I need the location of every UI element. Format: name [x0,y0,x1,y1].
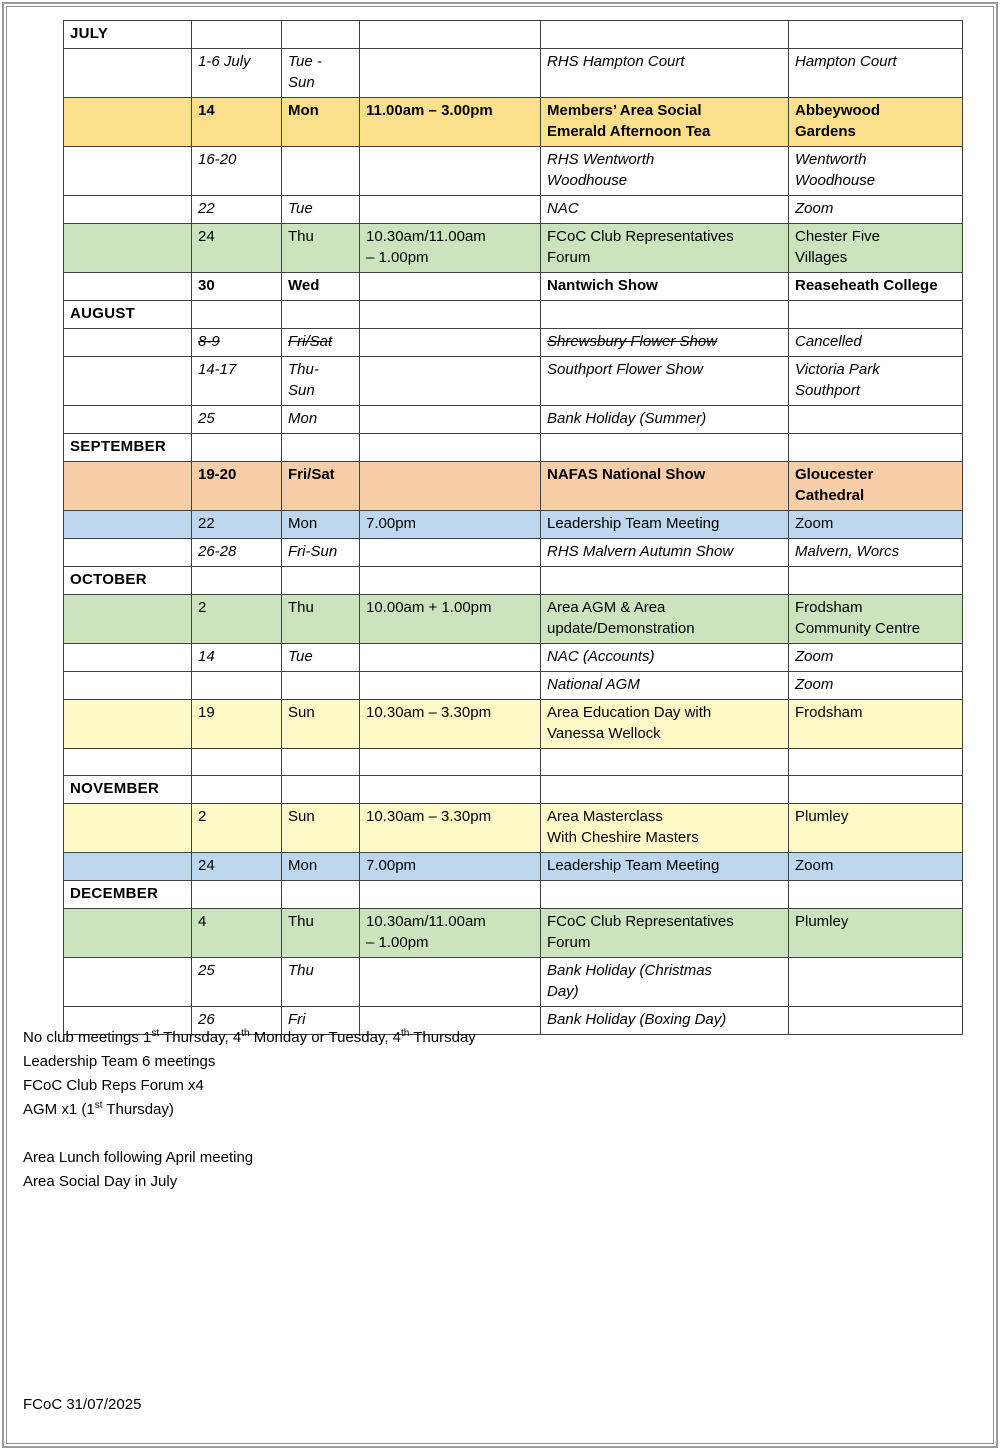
cell-date: 26-28 [192,539,282,567]
cell-day: Fri/Sat [282,329,360,357]
month-header-row [64,881,963,909]
empty-cell [789,881,963,909]
cell-date: 4 [192,909,282,958]
month-label: DECEMBER [64,881,192,909]
cell-day: Fri/Sat [282,462,360,511]
empty-cell [282,881,360,909]
cell-event: Members’ Area Social Emerald Afternoon Tea [541,98,789,147]
cell-event: RHS Malvern Autumn Show [541,539,789,567]
empty-cell [282,776,360,804]
empty-cell [192,776,282,804]
empty-cell [282,567,360,595]
cell-date: 19-20 [192,462,282,511]
month-spacer-cell [64,224,192,273]
cell-day [282,147,360,196]
note-line: Area Social Day in July [23,1173,178,1190]
empty-cell [541,434,789,462]
empty-cell [360,776,541,804]
event-row [64,224,963,273]
cell-day: Thu- Sun [282,357,360,406]
note-line: AGM x1 (1st Thursday) [23,1100,174,1118]
empty-cell [282,21,360,49]
month-spacer-cell [64,357,192,406]
cell-location: Reaseheath College [789,273,963,301]
empty-cell [789,21,963,49]
empty-cell [789,301,963,329]
cell-time [360,958,541,1007]
event-row [64,958,963,1007]
cell-day: Thu [282,224,360,273]
cell-time: 10.30am/11.00am – 1.00pm [360,224,541,273]
cell-time [360,49,541,98]
cell-time [360,462,541,511]
note-blank-line [23,1122,476,1146]
cell-event: Area Education Day with Vanessa Wellock [541,700,789,749]
empty-cell [541,776,789,804]
cell-time [360,147,541,196]
empty-cell [789,749,963,776]
cell-time [360,357,541,406]
cell-location [789,406,963,434]
month-header-row [64,301,963,329]
cell-date: 25 [192,406,282,434]
month-spacer-cell [64,644,192,672]
cell-event: Leadership Team Meeting [541,853,789,881]
event-row [64,644,963,672]
cell-day: Tue [282,644,360,672]
calendar-body [64,21,963,1035]
cell-day: Fri-Sun [282,539,360,567]
month-spacer-cell [64,196,192,224]
cell-date: 19 [192,700,282,749]
cell-location [789,958,963,1007]
cell-event: Nantwich Show [541,273,789,301]
cell-event: Bank Holiday (Christmas Day) [541,958,789,1007]
notes [23,1026,476,1194]
cell-event: FCoC Club Representatives Forum [541,224,789,273]
event-row [64,804,963,853]
cell-location: Zoom [789,853,963,881]
cell-location: Abbeywood Gardens [789,98,963,147]
cell-day: Mon [282,853,360,881]
cell-time [360,196,541,224]
cell-location: Victoria Park Southport [789,357,963,406]
event-row [64,462,963,511]
cell-time: 7.00pm [360,511,541,539]
event-row [64,98,963,147]
month-spacer-cell [64,462,192,511]
cell-date [192,672,282,700]
event-row [64,49,963,98]
month-spacer-cell [64,804,192,853]
cell-date: 14 [192,98,282,147]
empty-cell [541,21,789,49]
cell-location: Gloucester Cathedral [789,462,963,511]
cell-event: FCoC Club Representatives Forum [541,909,789,958]
cell-date: 25 [192,958,282,1007]
month-header-row [64,567,963,595]
month-spacer-cell [64,329,192,357]
cell-day: Wed [282,273,360,301]
cell-event: NAFAS National Show [541,462,789,511]
empty-cell [789,776,963,804]
month-header-row [64,776,963,804]
cell-location: Chester Five Villages [789,224,963,273]
event-row [64,196,963,224]
month-spacer-cell [64,49,192,98]
cell-event: RHS Hampton Court [541,49,789,98]
event-row [64,539,963,567]
cell-date: 1-6 July [192,49,282,98]
cell-location: Malvern, Worcs [789,539,963,567]
cell-day [282,672,360,700]
cell-day: Thu [282,958,360,1007]
month-label: NOVEMBER [64,776,192,804]
event-row [64,672,963,700]
cell-time [360,406,541,434]
event-row [64,357,963,406]
empty-cell [192,749,282,776]
cell-day: Mon [282,511,360,539]
empty-cell [789,567,963,595]
cell-day: Thu [282,909,360,958]
cell-location: Zoom [789,644,963,672]
cell-time [360,329,541,357]
cell-event: NAC (Accounts) [541,644,789,672]
cell-day: Fri [282,1007,360,1035]
cell-location [789,1007,963,1035]
cell-location: Hampton Court [789,49,963,98]
cell-time [360,672,541,700]
cell-location: Zoom [789,511,963,539]
empty-cell [192,301,282,329]
cell-time: 10.30am/11.00am – 1.00pm [360,909,541,958]
month-spacer-cell [64,98,192,147]
cell-date: 26 [192,1007,282,1035]
event-row [64,909,963,958]
month-spacer-cell [64,958,192,1007]
empty-cell [192,21,282,49]
month-spacer-cell [64,273,192,301]
cell-day: Mon [282,98,360,147]
cell-date: 2 [192,804,282,853]
month-spacer-cell [64,672,192,700]
cell-time [360,273,541,301]
empty-cell [360,21,541,49]
cell-day: Tue - Sun [282,49,360,98]
cell-event: Area Masterclass With Cheshire Masters [541,804,789,853]
empty-cell [360,434,541,462]
month-spacer-cell [64,595,192,644]
cell-time: 10.30am – 3.30pm [360,700,541,749]
events-calendar-table [63,20,963,1035]
note-line: No club meetings 1st Thursday, 4th Monday or Tuesday, 4th Thursday [23,1028,476,1046]
empty-cell [360,749,541,776]
cell-date: 30 [192,273,282,301]
cell-date: 14-17 [192,357,282,406]
cell-time: 11.00am – 3.00pm [360,98,541,147]
month-spacer-cell [64,700,192,749]
month-label: OCTOBER [64,567,192,595]
cell-day: Mon [282,406,360,434]
month-spacer-cell [64,853,192,881]
cell-location: Zoom [789,196,963,224]
month-header-row [64,21,963,49]
cell-location: Frodsham Community Centre [789,595,963,644]
cell-location: Wentworth Woodhouse [789,147,963,196]
empty-cell [360,301,541,329]
empty-cell [192,434,282,462]
cell-event: Bank Holiday (Boxing Day) [541,1007,789,1035]
event-row [64,511,963,539]
month-spacer-cell [64,147,192,196]
cell-location: Plumley [789,909,963,958]
cell-date: 14 [192,644,282,672]
month-label: AUGUST [64,301,192,329]
cell-location: Cancelled [789,329,963,357]
cell-event: Shrewsbury Flower Show [541,329,789,357]
cell-date: 24 [192,853,282,881]
month-header-row [64,434,963,462]
cell-time [360,539,541,567]
empty-cell [360,881,541,909]
month-spacer-cell [64,539,192,567]
event-row [64,700,963,749]
cell-date: 22 [192,511,282,539]
cell-location: Zoom [789,672,963,700]
event-row [64,147,963,196]
cell-date: 24 [192,224,282,273]
cell-time [360,644,541,672]
note-line: Area Lunch following April meeting [23,1149,254,1166]
cell-event: Leadership Team Meeting [541,511,789,539]
cell-date: 22 [192,196,282,224]
event-row [64,853,963,881]
cell-event: RHS Wentworth Woodhouse [541,147,789,196]
empty-cell [541,881,789,909]
event-row [64,406,963,434]
cell-event: Bank Holiday (Summer) [541,406,789,434]
cell-time: 7.00pm [360,853,541,881]
cell-day: Tue [282,196,360,224]
empty-cell [541,749,789,776]
empty-cell [541,301,789,329]
cell-event: NAC [541,196,789,224]
cell-date: 8-9 [192,329,282,357]
empty-cell [192,881,282,909]
month-label: JULY [64,21,192,49]
event-row [64,595,963,644]
cell-event: Area AGM & Area update/Demonstration [541,595,789,644]
empty-cell [282,749,360,776]
cell-time: 10.00am + 1.00pm [360,595,541,644]
month-label: SEPTEMBER [64,434,192,462]
event-row [64,329,963,357]
cell-event: Southport Flower Show [541,357,789,406]
month-spacer-cell [64,406,192,434]
empty-cell [360,567,541,595]
note-line: Leadership Team 6 meetings [23,1053,216,1070]
cell-day: Thu [282,595,360,644]
empty-cell [64,749,192,776]
cell-location: Plumley [789,804,963,853]
cell-location: Frodsham [789,700,963,749]
cell-date: 16-20 [192,147,282,196]
empty-cell [192,567,282,595]
cell-event: National AGM [541,672,789,700]
cell-day: Sun [282,804,360,853]
cell-date: 2 [192,595,282,644]
cell-day: Sun [282,700,360,749]
empty-cell [282,434,360,462]
cell-time: 10.30am – 3.30pm [360,804,541,853]
spacer-row [64,749,963,776]
note-line: FCoC Club Reps Forum x4 [23,1077,204,1094]
empty-cell [789,434,963,462]
event-row [64,273,963,301]
month-spacer-cell [64,511,192,539]
empty-cell [282,301,360,329]
empty-cell [541,567,789,595]
document-footer: FCoC 31/07/2025 [23,1396,142,1413]
month-spacer-cell [64,909,192,958]
